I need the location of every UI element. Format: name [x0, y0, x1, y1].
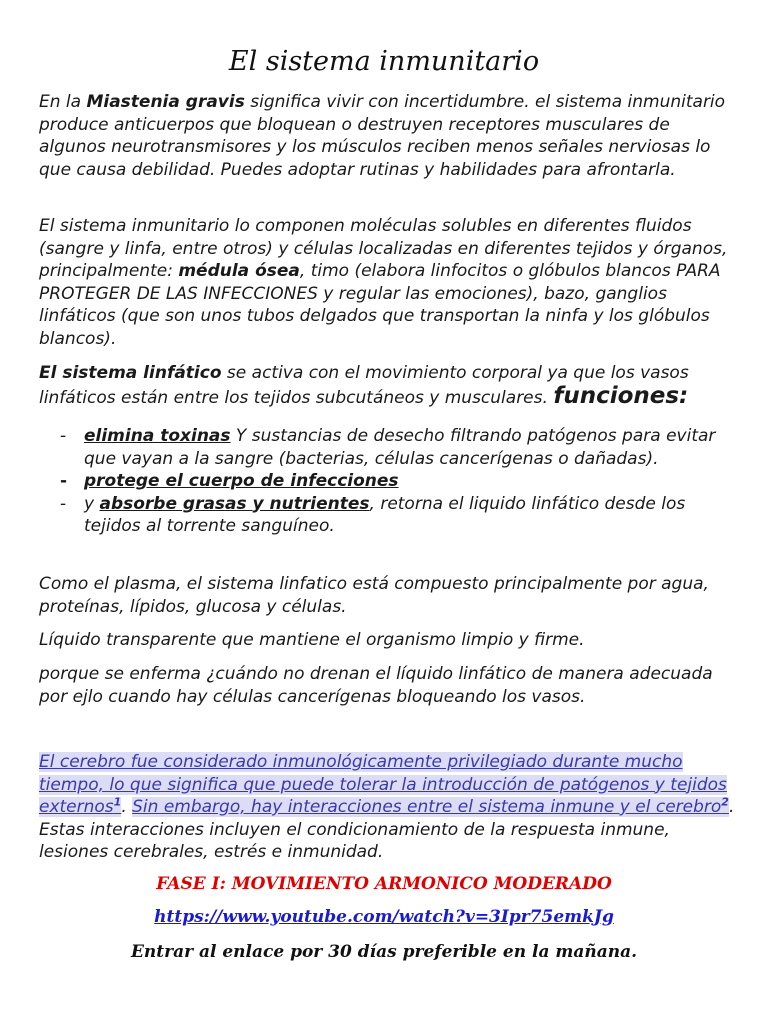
- list-item: [39, 493, 739, 538]
- fase-heading: FASE I: MOVIMIENTO ARMONICO MODERADO: [156, 874, 612, 894]
- p1-bold-term: Miastenia gravis: [86, 92, 245, 112]
- funcion-elimina-toxinas: elimina toxinas: [84, 426, 231, 446]
- funcion-3-prefix: y: [84, 493, 100, 514]
- instruction-text: Entrar al enlace por 30 días preferible en la mañana.: [130, 942, 638, 962]
- list-item: [39, 470, 739, 493]
- paragraph-miastenia: [39, 91, 739, 181]
- paragraph-plasma: Como el plasma, el sistema linfatico está compuesto principalmente por agua, proteínas, lípidos, glucosa y células.: [39, 574, 709, 617]
- funcion-1-text: Y sustancias de desecho filtrando patógenos para evitar que vayan a la sangre (bacterias, células cancerígenas o dañadas).: [84, 426, 716, 469]
- p2-bold-term: médula ósea: [178, 261, 300, 281]
- youtube-link[interactable]: https://www.youtube.com/watch?v=3Ipr75emkJg: [154, 907, 614, 927]
- footnote-ref-2[interactable]: 2: [721, 795, 729, 809]
- paragraph-components: [39, 215, 739, 350]
- paragraph-lymphatic: [39, 362, 739, 409]
- link-2-text: Sin embargo, hay interacciones entre el sistema inmune y el cerebro: [132, 797, 722, 817]
- link-1-text: El cerebro fue considerado inmunológicamente privilegiado durante mucho tiempo, lo que significa que puede tolerar la introducción de patógenos y tejidos externos: [39, 752, 727, 817]
- list-dash: -: [60, 426, 67, 446]
- p7-rest-text: . Estas interacciones incluyen el condicionamiento de la respuesta inmune, lesiones cerebrales, estrés e inmunidad.: [39, 797, 735, 862]
- footnote-ref-1[interactable]: 1: [113, 795, 122, 809]
- list-dash: -: [60, 493, 67, 514]
- paragraph-liquido: Líquido transparente que mantiene el organismo limpio y firme.: [39, 630, 585, 650]
- funcion-absorbe: absorbe grasas y nutrientes: [99, 493, 370, 514]
- funciones-heading: funciones:: [553, 382, 689, 409]
- funciones-list: [39, 425, 739, 538]
- list-item: [39, 425, 739, 470]
- paragraph-enferma: porque se enferma ¿cuándo no drenan el líquido linfático de manera adecuada por ejlo cuando hay células cancerígenas bloqueando los vasos.: [39, 664, 713, 707]
- p1-text-b: significa vivir con incertidumbre. el sistema inmunitario produce anticuerpos que bloquean o destruyen receptores musculares de algunos neurotransmisores y los músculos reciben menos señales nerviosas lo que causa debilidad. Puedes adoptar rutinas y habilidades para afrontarla.: [39, 92, 726, 180]
- page-title: El sistema inmunitario: [228, 46, 540, 77]
- p3-bold-term: El sistema linfático: [39, 363, 222, 383]
- separator-text: .: [121, 797, 133, 817]
- p2-text-b: , timo (elabora linfocitos o glóbulos blancos PARA PROTEGER DE LAS INFECCIONES y regular las emociones), bazo, ganglios linfáticos (que son unos tubos delgados que transportan la ninfa y los glóbulos blancos).: [39, 261, 721, 349]
- funcion-protege: protege el cuerpo de infecciones: [84, 471, 399, 491]
- list-dash: -: [60, 471, 68, 491]
- p2-text-a: El sistema inmunitario lo componen moléculas solubles en diferentes fluidos (sangre y linfa, entre otros) y células localizadas en diferentes tejidos y órganos, principalmente:: [39, 216, 728, 281]
- p1-text-a: En la: [39, 92, 87, 112]
- funcion-3-text: , retorna el liquido linfático desde los tejidos al torrente sanguíneo.: [84, 493, 686, 536]
- link-interacciones[interactable]: [132, 797, 729, 817]
- p3-text: se activa con el movimiento corporal ya que los vasos linfáticos están entre los tejidos subcutáneos y musculares.: [39, 363, 689, 408]
- paragraph-cerebro: [39, 751, 739, 864]
